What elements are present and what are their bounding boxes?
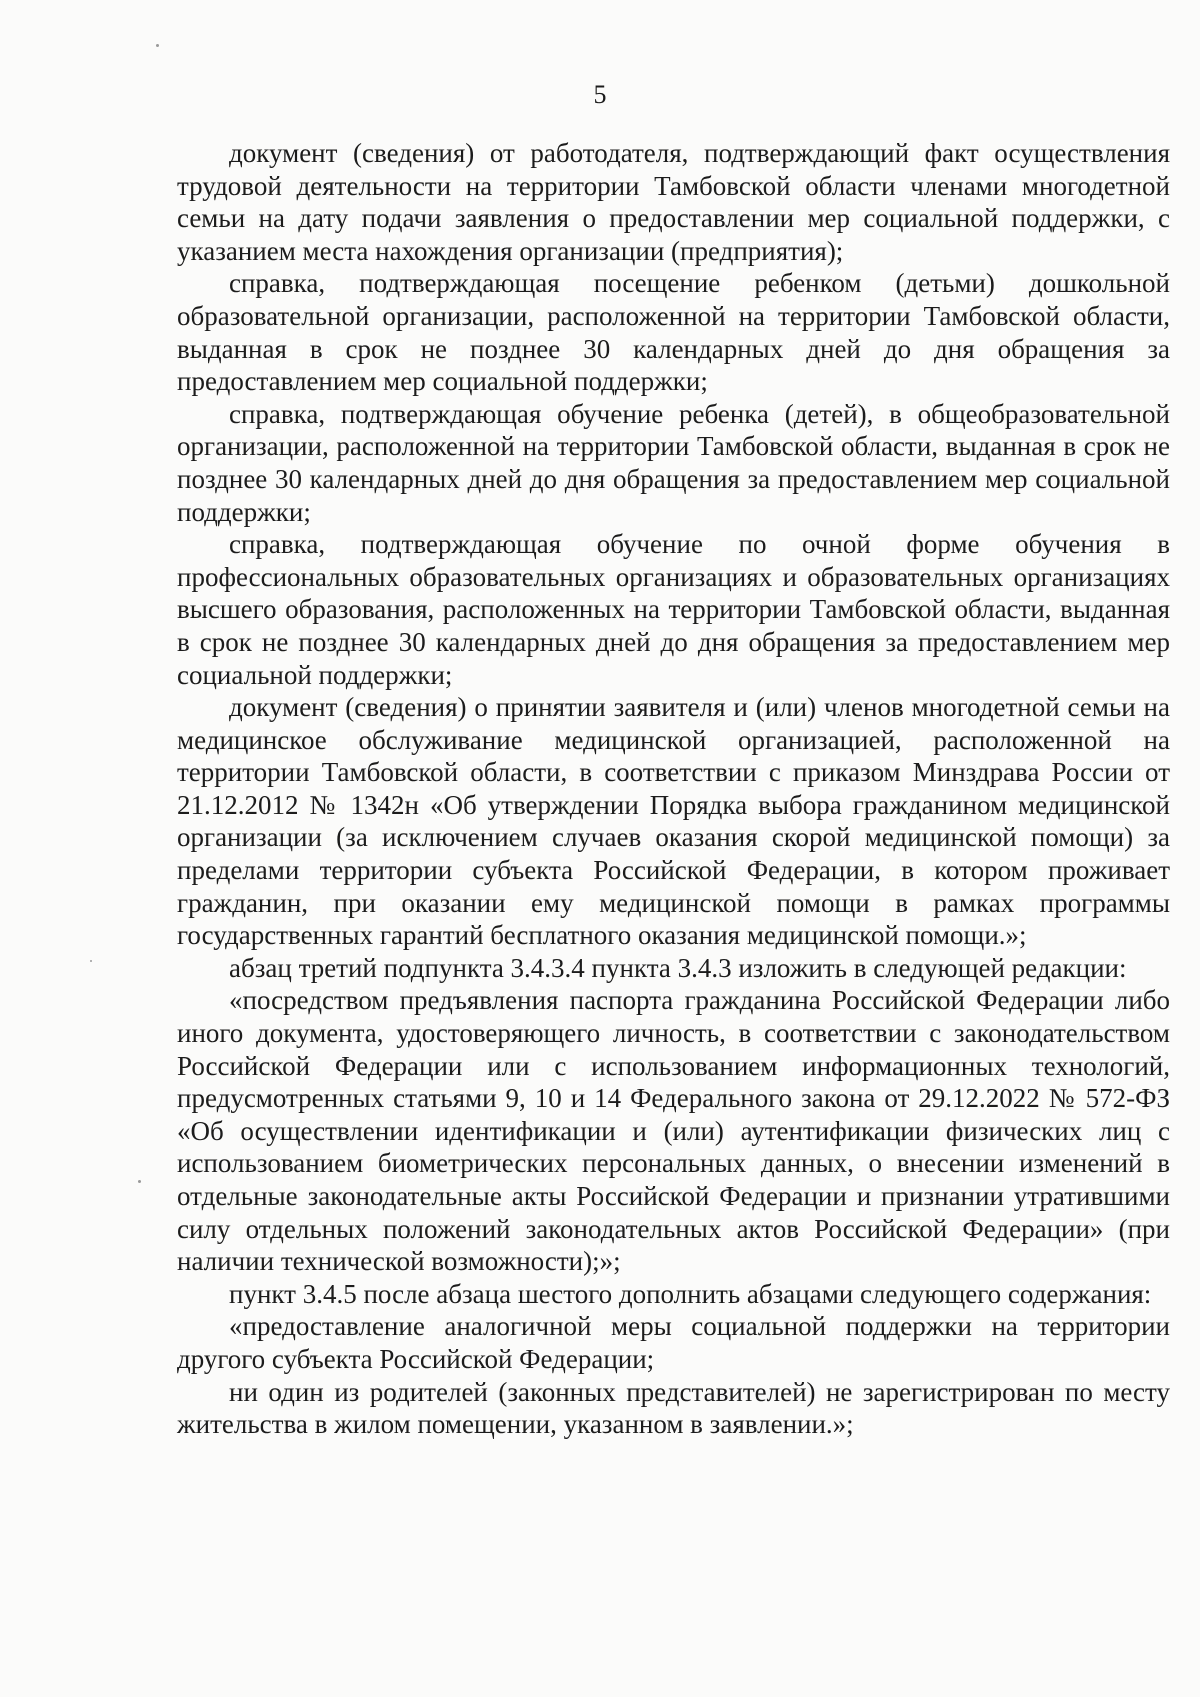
paragraph-medical-registration-document: документ (сведения) о принятии заявителя и (или) членов многодетной семьи на медицинское обслуживание медицинской организацией, расположенной на территории Тамбовской области, в соответствии с приказом Минздрава России от 21.12.2012 № 1342н «Об утверждении Порядка выбора гражданином медицинской организации (за исключением случаев оказания скорой медицинской помощи) за пределами территории субъекта Российской Федерации, в котором проживает гражданин, при оказании ему медицинской помощи в рамках программы государственных гарантий бесплатного оказания медицинской помощи.»; (177, 692, 1170, 951)
scan-speck (156, 44, 159, 47)
paragraph-parent-registration: ни один из родителей (законных представителей) не зарегистрирован по месту жительства в жилом помещении, указанном в заявлении.»; (177, 1376, 1170, 1440)
scan-speck (90, 960, 92, 962)
document-body (177, 137, 1170, 1441)
paragraph-amendment-3-4-5: пункт 3.4.5 после абзаца шестого дополнить абзацами следующего содержания: (229, 1278, 1152, 1309)
scan-speck (138, 1180, 141, 1183)
paragraph-preschool-certificate: справка, подтверждающая посещение ребенком (детьми) дошкольной образовательной организации, расположенной на территории Тамбовской области, выданная в срок не позднее 30 календарных дней до дня обращения за предоставлением мер социальной поддержки; (177, 268, 1170, 397)
paragraph-analogous-measure: «предоставление аналогичной меры социальной поддержки на территории другого субъекта Российской Федерации; (177, 1311, 1170, 1374)
page-number: 5 (593, 80, 607, 109)
paragraph-amendment-3-4-3-4: абзац третий подпункта 3.4.3.4 пункта 3.4.3 изложить в следующей редакции: (229, 952, 1127, 983)
paragraph-full-time-study-certificate: справка, подтверждающая обучение по очной форме обучения в профессиональных образовательных организациях и образовательных организациях высшего образования, расположенных на территории Тамбовской области, выданная в срок не позднее 30 календарных дней до дня обращения за предоставлением мер социальной поддержки; (177, 529, 1170, 690)
paragraph-employer-document: документ (сведения) от работодателя, подтверждающий факт осуществления трудовой деятельности на территории Тамбовской области членами многодетной семьи на дату подачи заявления о предоставлении мер социальной поддержки, с указанием места нахождения организации (предприятия); (177, 138, 1170, 266)
paragraph-passport-identification: «посредством предъявления паспорта гражданина Российской Федерации либо иного документа, удостоверяющего личность, в соответствии с законодательством Российской Федерации или с использованием информационных технологий, предусмотренных статьями 9, 10 и 14 Федерального закона от 29.12.2022 № 572-ФЗ «Об осуществлении идентификации и (или) аутентификации физических лиц с использованием биометрических персональных данных, о внесении изменений в отдельные законодательные акты Российской Федерации и признании утратившими силу отдельных положений законодательных актов Российской Федерации» (при наличии технической возможности);»; (177, 985, 1170, 1277)
paragraph-school-certificate: справка, подтверждающая обучение ребенка (детей), в общеобразовательной организации, расположенной на территории Тамбовской области, выданная в срок не позднее 30 календарных дней до дня обращения за предоставлением мер социальной поддержки; (177, 398, 1170, 527)
